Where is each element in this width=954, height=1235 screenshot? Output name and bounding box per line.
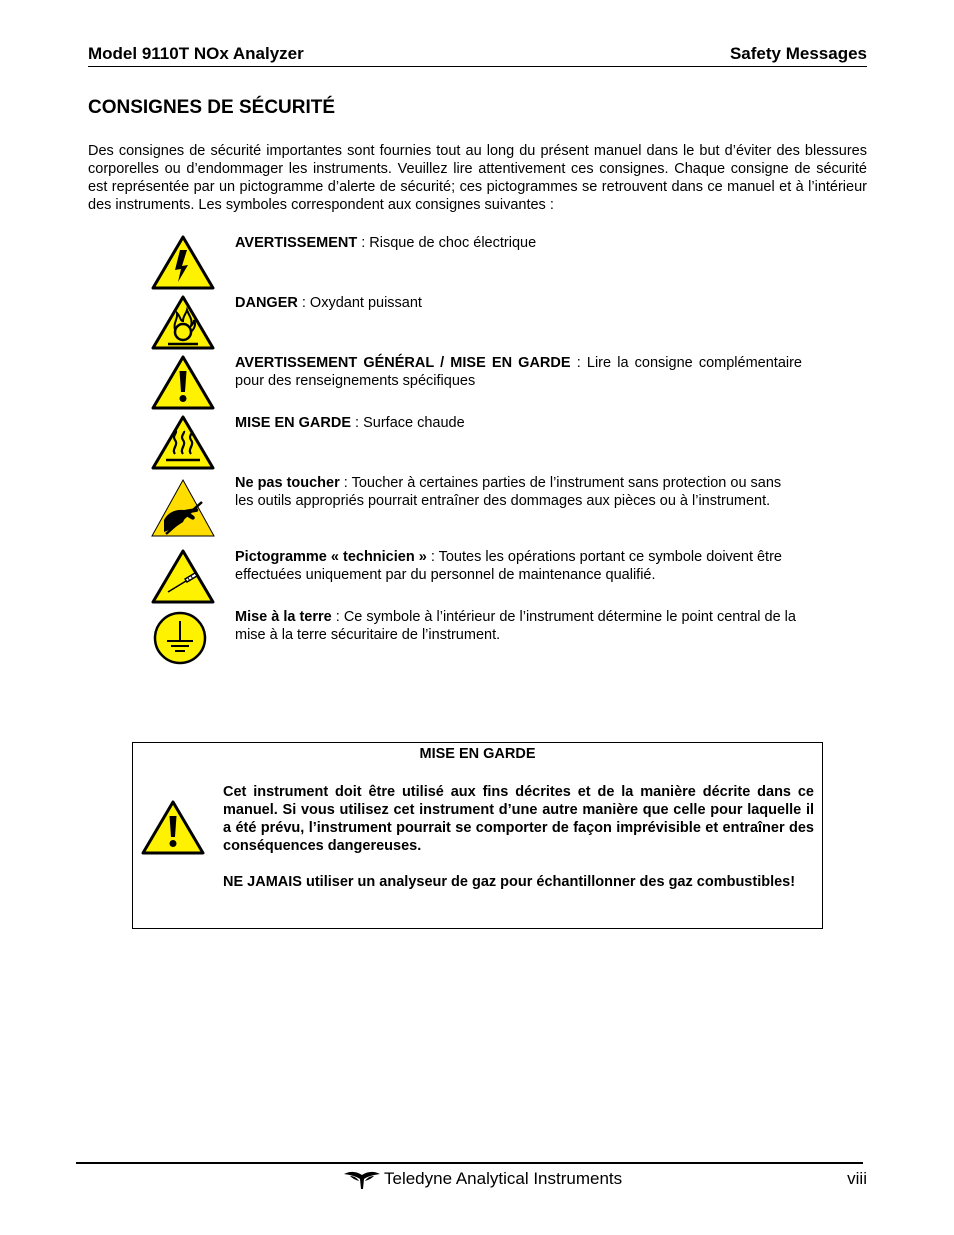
symbol-label: AVERTISSEMENT GÉNÉRAL / MISE EN GARDE bbox=[235, 355, 571, 371]
symbol-item-technician bbox=[235, 548, 802, 584]
hot-surface-icon bbox=[150, 414, 216, 472]
symbol-label: MISE EN GARDE bbox=[235, 415, 352, 431]
symbol-item-oxidizer bbox=[235, 294, 802, 312]
symbol-label: AVERTISSEMENT bbox=[235, 235, 358, 251]
electric-shock-warning-icon bbox=[150, 234, 216, 292]
caution-paragraph-combustible: NE JAMAIS utiliser un analyseur de gaz pour échantillonner des gaz combustibles! bbox=[223, 874, 796, 890]
symbol-label: DANGER bbox=[235, 295, 298, 311]
symbol-label: Ne pas toucher bbox=[235, 475, 340, 491]
caution-body bbox=[223, 783, 814, 891]
technician-screwdriver-icon bbox=[150, 548, 216, 606]
symbol-label: Mise à la terre bbox=[235, 609, 332, 625]
symbol-text: : Toutes les opérations portant ce symbole doivent être effectuées uniquement par du personnel de maintenance qualifié. bbox=[235, 549, 782, 583]
symbol-text: : Oxydant puissant bbox=[297, 295, 422, 311]
general-warning-icon bbox=[150, 354, 216, 412]
caution-paragraph-usage: Cet instrument doit être utilisé aux fins décrites et de la manière décrite dans ce manuel. Si vous utilisez cet instrument d’une autre manière que celle pour laquelle il a été prévu, l’instrument pourrait se comporter de façon imprévisible et entraîner des conséquences dangereuses. bbox=[223, 784, 814, 854]
footer-page-number: viii bbox=[847, 1169, 867, 1188]
header-rule bbox=[88, 66, 867, 67]
ground-symbol-icon bbox=[150, 610, 216, 666]
oxidizer-danger-icon bbox=[150, 294, 216, 352]
caution-box bbox=[132, 742, 823, 929]
teledyne-logo-icon bbox=[344, 1170, 380, 1190]
page-title: CONSIGNES DE SÉCURITÉ bbox=[88, 97, 336, 118]
esd-do-not-touch-icon bbox=[150, 478, 216, 538]
symbol-item-hot-surface bbox=[235, 414, 802, 432]
header-model-title: Model 9110T NOx Analyzer bbox=[88, 44, 304, 63]
symbol-label: Pictogramme « technicien » bbox=[235, 549, 427, 565]
general-warning-icon bbox=[140, 799, 206, 857]
footer-rule bbox=[76, 1162, 863, 1164]
symbol-text: : Risque de choc électrique bbox=[357, 235, 537, 251]
intro-paragraph: Des consignes de sécurité importantes sont fournies tout au long du présent manuel dans le but d’éviter des blessures corporelles ou d’endommager les instruments. Veuillez lire attentivement ces consignes. Chaque consigne de sécurité est représentée par un pictogramme d’alerte de sécurité; ces pictogrammes se retrouvent dans ce manuel et à l’intérieur des instruments. Les symboles correspondent aux consignes suivantes : bbox=[88, 143, 867, 213]
symbol-text: : Lire la consigne complémentaire pour des renseignements spécifiques bbox=[235, 355, 802, 389]
symbol-item-ground bbox=[235, 608, 802, 644]
footer-company-name: Teledyne Analytical Instruments bbox=[384, 1169, 623, 1188]
caution-title: MISE EN GARDE bbox=[419, 746, 536, 762]
header-section-title: Safety Messages bbox=[729, 44, 867, 63]
symbol-item-shock bbox=[235, 234, 802, 252]
symbol-text: : Toucher à certaines parties de l’instrument sans protection ou sans les outils appropriés pourrait entraîner des dommages aux pièces ou à l’instrument. bbox=[235, 475, 782, 509]
symbol-text: : Surface chaude bbox=[351, 415, 465, 431]
symbol-item-esd bbox=[235, 474, 802, 510]
symbol-text: : Ce symbole à l’intérieur de l’instrument détermine le point central de la mise à la terre sécuritaire de l’instrument. bbox=[235, 609, 796, 643]
symbol-item-general bbox=[235, 354, 802, 390]
